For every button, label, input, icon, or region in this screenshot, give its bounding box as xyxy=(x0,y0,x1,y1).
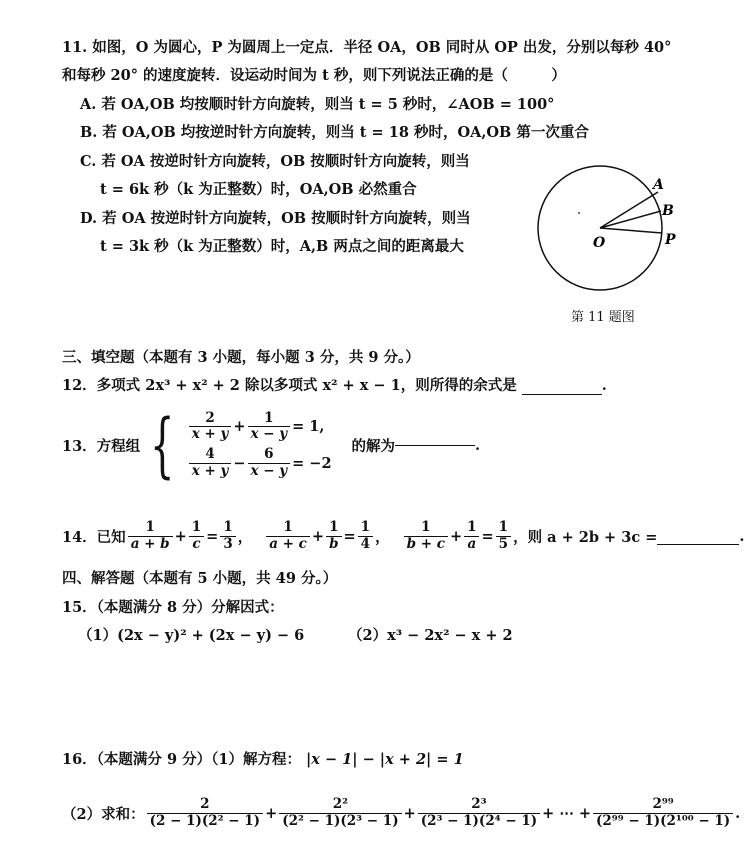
q16-part2: （2）求和： $\frac{2}{\text{(2 − 1)(2² − 1)}}$ + $\frac{\text{2²}}{\text{(2² − 1)(2³ − 1)}}$ + $\frac{\text{2³}}{\text{(2³ − 1)(2⁴ − 1)}}$ + ⋯ + $\frac{\text{2⁹⁹}}{\text{(2⁹⁹ − 1)(2¹⁰⁰ − 1)}}$ . xyxy=(62,796,741,829)
q16-line1 xyxy=(62,748,464,769)
q13-equation-1: $\frac{2}{x + y}$ + $\frac{1}{x - y}$ = 1, xyxy=(187,411,332,443)
sum-ellipsis: + ⋯ + xyxy=(542,804,592,822)
q13-system xyxy=(140,404,332,486)
sum-term-99: $\frac{\text{2⁹⁹}}{\text{(2⁹⁹ − 1)(2¹⁰⁰ − 1)}}$ xyxy=(593,797,733,829)
q15-title: 15．（本题满分 8 分）分解因式： xyxy=(62,599,284,616)
q15-part1: （1）(2x − y)² + (2x − y) − 6 xyxy=(78,627,305,644)
q11-option-d-line2: t = 3k 秒（k 为正整数）时，A,B 两点之间的距离最大 xyxy=(100,238,464,255)
sum-term-1: $\frac{2}{\text{(2 − 1)(2² − 1)}}$ xyxy=(147,797,263,829)
section-4-heading: 四、解答题（本题有 5 小题，共 49 分。） xyxy=(62,570,338,587)
q11-line2: 和每秒 20° 的速度旋转．设运动时间为 t 秒，则下列说法正确的是（ ） xyxy=(62,67,566,84)
q14-prefix: 14．已知 xyxy=(62,528,126,546)
q13-prefix: 13．方程组 xyxy=(62,437,141,455)
radius-op xyxy=(600,228,662,233)
q15-part2: （2）x³ − 2x² − x + 2 xyxy=(348,627,513,644)
q14-suffix: ，则 a + 2b + 3c = xyxy=(513,528,658,546)
q14-answer-blank xyxy=(657,528,739,545)
q16-title: 16．（本题满分 9 分）（1）解方程： xyxy=(62,751,301,768)
radius-oa xyxy=(600,192,658,228)
section-3-heading: 三、填空题（本题有 3 小题，每小题 3 分，共 9 分。） xyxy=(62,349,420,366)
q13: 13．方程组 { $\frac{2}{x + y}$ + $\frac{1}{x - y}$ = 1, $\frac{4}{x + y}$ − $\frac{6}{x - y}$ = −2 的解为 . xyxy=(62,404,481,486)
q11-line1: 11. 如图，O 为圆心，P 为圆周上一定点．半径 OA，OB 同时从 OP 出发，分别以每秒 40° xyxy=(62,39,672,56)
figure-caption: 第 11 题图 xyxy=(571,310,635,325)
q12-text: 12．多项式 2x³ + x² + 2 除以多项式 x² + x − 1，则所得的余式是 xyxy=(62,377,517,394)
label-a: A xyxy=(653,177,664,193)
sum-term-3: $\frac{\text{2³}}{\text{(2³ − 1)(2⁴ − 1)}}$ xyxy=(418,797,540,829)
q13-suffix: 的解为 xyxy=(351,437,396,455)
q11-option-c-line1: C. 若 OA 按逆时针方向旋转，OB 按顺时针方向旋转，则当 xyxy=(80,153,470,170)
system-brace: { xyxy=(150,404,175,486)
q14: 14．已知 $\frac{1}{a + b}$ + $\frac{1}{c}$ = $\frac{1}{3}$ ， $\frac{1}{a + c}$ + $\frac{1}{b}$ = $\frac{1}{4}$ ， $\frac{1}{b + c}$ + $\frac{1}{a}$ = $\frac{1}{5}$ ，则 a + 2b + 3c = . xyxy=(62,519,744,552)
stray-dot xyxy=(578,212,580,214)
q16-equation: |x − 1| − |x + 2| = 1 xyxy=(306,751,464,768)
q11-option-c-line2: t = 6k 秒（k 为正整数）时，OA,OB 必然重合 xyxy=(100,181,417,198)
radius-ob xyxy=(600,211,661,228)
label-p: P xyxy=(665,232,676,248)
q11-option-d-line1: D. 若 OA 按逆时针方向旋转，OB 按顺时针方向旋转，则当 xyxy=(80,210,471,227)
label-b: B xyxy=(662,203,674,219)
q13-answer-blank xyxy=(395,445,475,446)
sum-term-2: $\frac{\text{2²}}{\text{(2² − 1)(2³ − 1)}}$ xyxy=(279,797,401,829)
q13-equation-2: $\frac{4}{x + y}$ − $\frac{6}{x - y}$ = −2 xyxy=(187,447,332,479)
q11-option-b: B. 若 OA,OB 均按逆时针方向旋转，则当 t = 18 秒时，OA,OB 第一次重合 xyxy=(80,124,589,141)
q11-circle-figure xyxy=(525,165,685,295)
label-o: O xyxy=(593,235,606,251)
q11-option-a: A. 若 OA,OB 均按顺时针方向旋转，则当 t = 5 秒时，∠AOB = 100° xyxy=(80,96,555,113)
q12: 12．多项式 2x³ + x² + 2 除以多项式 x² + x − 1，则所得的余式是 . xyxy=(62,377,607,394)
q16-part2-prefix: （2）求和： xyxy=(62,805,145,823)
q12-answer-blank xyxy=(522,394,602,395)
